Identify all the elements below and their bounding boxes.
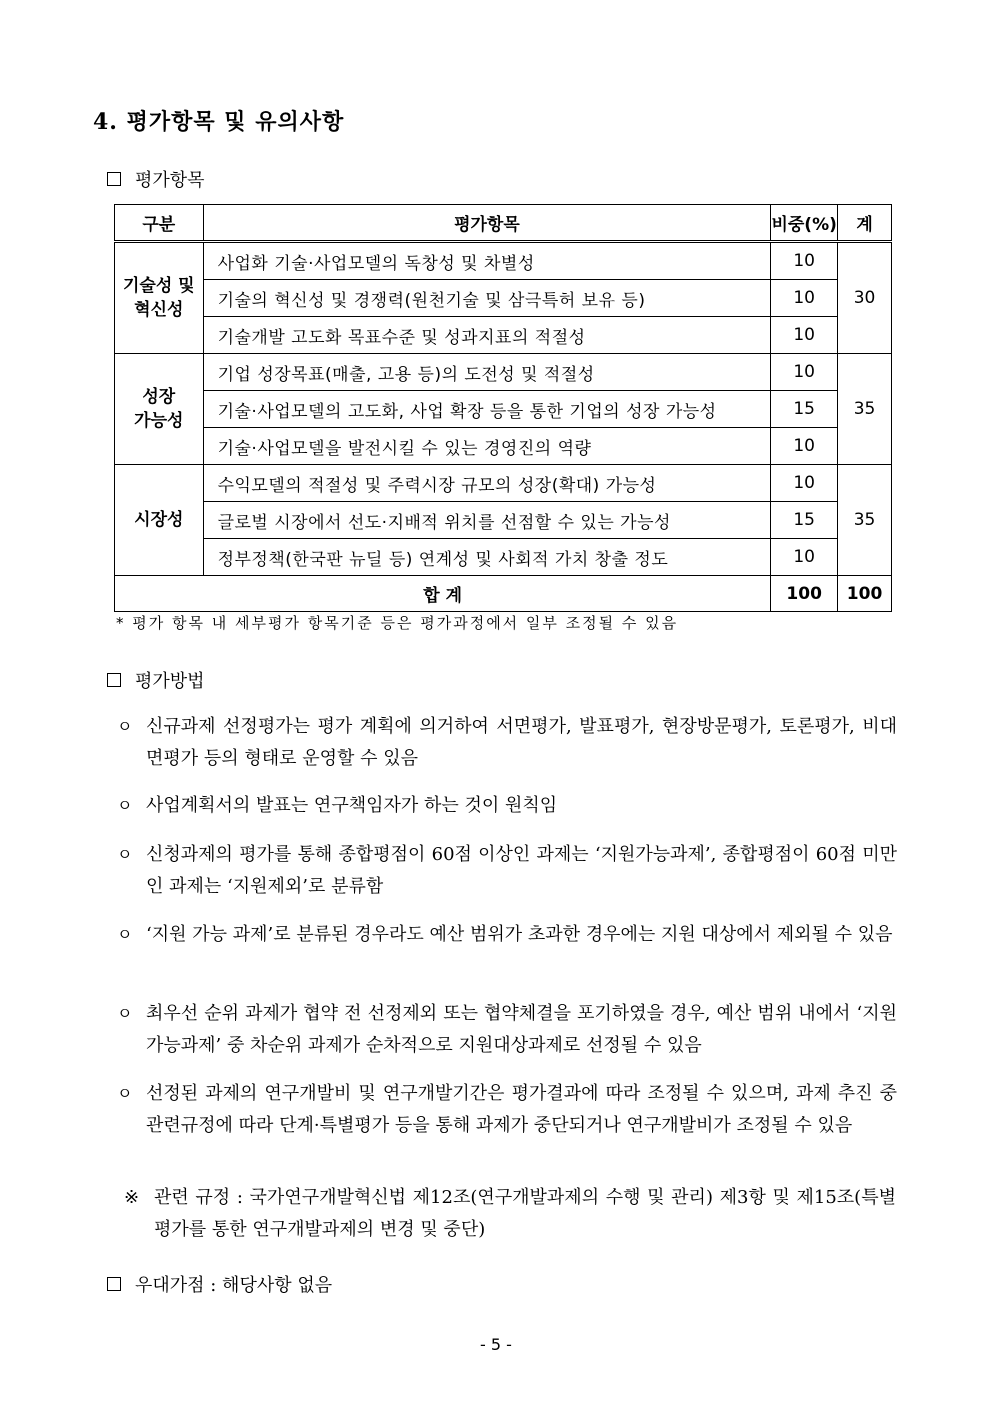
eval-items-heading xyxy=(107,166,205,192)
table-row xyxy=(115,280,892,317)
method-item xyxy=(117,998,897,1062)
method-text: 선정된 과제의 연구개발비 및 연구개발기간은 평가결과에 따라 조정될 수 있으며, 과제 추진 중 관련규정에 따라 단계·특별평가 등을 통해 과제가 중단되거나 연구개발비가 조정될 수 있음 xyxy=(146,1083,897,1136)
table-row xyxy=(115,391,892,428)
eval-method-heading-text: 평가방법 xyxy=(135,671,205,692)
method-text: ‘지원 가능 과제’로 분류된 경우라도 예산 범위가 초과한 경우에는 지원 대상에서 제외될 수 있음 xyxy=(146,924,893,945)
method-text: 최우선 순위 과제가 협약 전 선정제외 또는 협약체결을 포기하였을 경우, 예산 범위 내에서 ‘지원가능과제’ 중 차순위 과제가 순차적으로 지원대상과제로 선정될 수 있음 xyxy=(146,1003,897,1056)
reference-note xyxy=(124,1182,896,1246)
category-label: 시장성 xyxy=(134,510,184,530)
weight-cell: 15 xyxy=(771,391,838,428)
item-cell: 기업 성장목표(매출, 고용 등)의 도전성 및 적절성 xyxy=(203,354,771,391)
method-item xyxy=(117,1078,897,1142)
subtotal-cell: 30 xyxy=(838,242,892,354)
subtotal-cell: 35 xyxy=(838,354,892,465)
table-row xyxy=(115,317,892,354)
reference-text: 관련 규정 : 국가연구개발혁신법 제12조(연구개발과제의 수행 및 관리) 제3항 및 제15조(특별평가를 통한 연구개발과제의 변경 및 중단) xyxy=(154,1187,896,1240)
eval-items-heading-text: 평가항목 xyxy=(135,170,205,191)
table-header-row xyxy=(115,205,892,242)
weight-cell: 10 xyxy=(771,242,838,280)
method-text: 신청과제의 평가를 통해 종합평점이 60점 이상인 과제는 ‘지원가능과제’, 종합평점이 60점 미만인 과제는 ‘지원제외’로 분류함 xyxy=(146,844,897,897)
method-item xyxy=(117,919,897,951)
total-sum: 100 xyxy=(838,576,892,612)
category-label: 혁신성 xyxy=(134,300,184,320)
table-row xyxy=(115,242,892,280)
table-note: * 평가 항목 내 세부평가 항목기준 등은 평가과정에서 일부 조정될 수 있음 xyxy=(116,614,679,632)
item-cell: 정부정책(한국판 뉴딜 등) 연계성 및 사회적 가치 창출 정도 xyxy=(203,539,771,576)
category-cell xyxy=(115,242,204,354)
checkbox-square-icon xyxy=(107,1277,121,1291)
bullet-circle-icon: ㅇ xyxy=(117,845,133,864)
method-item xyxy=(117,790,897,822)
table-row xyxy=(115,465,892,502)
evaluation-table xyxy=(114,204,892,612)
table-header-cell: 평가항목 xyxy=(203,205,771,242)
bullet-circle-icon: ㅇ xyxy=(117,717,133,736)
bullet-circle-icon: ㅇ xyxy=(117,1004,133,1023)
item-cell: 기술의 혁신성 및 경쟁력(원천기술 및 삼극특허 보유 등) xyxy=(203,280,771,317)
bonus-heading xyxy=(107,1271,332,1297)
category-cell xyxy=(115,354,204,465)
category-cell xyxy=(115,465,204,576)
method-item xyxy=(117,711,897,775)
table-row xyxy=(115,428,892,465)
category-label: 가능성 xyxy=(134,411,184,431)
method-text: 사업계획서의 발표는 연구책임자가 하는 것이 원칙임 xyxy=(146,795,558,816)
category-label: 기술성 및 xyxy=(122,276,195,296)
weight-cell: 10 xyxy=(771,317,838,354)
item-cell: 기술·사업모델의 고도화, 사업 확장 등을 통한 기업의 성장 가능성 xyxy=(203,391,771,428)
reference-mark-icon: ※ xyxy=(124,1187,140,1208)
table-header-cell: 비중(%) xyxy=(771,205,838,242)
weight-cell: 10 xyxy=(771,465,838,502)
checkbox-square-icon xyxy=(107,673,121,687)
weight-cell: 10 xyxy=(771,539,838,576)
table-row xyxy=(115,502,892,539)
table-header-cell: 구분 xyxy=(115,205,204,242)
checkbox-square-icon xyxy=(107,172,121,186)
subtotal-cell: 35 xyxy=(838,465,892,576)
total-label: 합 계 xyxy=(115,576,771,612)
bullet-circle-icon: ㅇ xyxy=(117,796,133,815)
bullet-circle-icon: ㅇ xyxy=(117,925,133,944)
table-header-cell: 계 xyxy=(838,205,892,242)
item-cell: 기술·사업모델을 발전시킬 수 있는 경영진의 역량 xyxy=(203,428,771,465)
method-item xyxy=(117,839,897,903)
total-weight: 100 xyxy=(771,576,838,612)
item-cell: 사업화 기술·사업모델의 독창성 및 차별성 xyxy=(203,242,771,280)
weight-cell: 10 xyxy=(771,354,838,391)
table-row xyxy=(115,354,892,391)
bullet-circle-icon: ㅇ xyxy=(117,1084,133,1103)
eval-method-heading xyxy=(107,667,205,693)
table-row xyxy=(115,539,892,576)
section-title: 4. 평가항목 및 유의사항 xyxy=(93,109,345,135)
page-number: - 5 - xyxy=(480,1335,512,1354)
bonus-heading-text: 우대가점 : 해당사항 없음 xyxy=(135,1275,333,1296)
method-text: 신규과제 선정평가는 평가 계획에 의거하여 서면평가, 발표평가, 현장방문평가, 토론평가, 비대면평가 등의 형태로 운영할 수 있음 xyxy=(146,716,897,769)
weight-cell: 10 xyxy=(771,280,838,317)
item-cell: 수익모델의 적절성 및 주력시장 규모의 성장(확대) 가능성 xyxy=(203,465,771,502)
item-cell: 글로벌 시장에서 선도·지배적 위치를 선점할 수 있는 가능성 xyxy=(203,502,771,539)
table-total-row xyxy=(115,576,892,612)
category-label: 성장 xyxy=(142,387,176,407)
item-cell: 기술개발 고도화 목표수준 및 성과지표의 적절성 xyxy=(203,317,771,354)
weight-cell: 10 xyxy=(771,428,838,465)
weight-cell: 15 xyxy=(771,502,838,539)
